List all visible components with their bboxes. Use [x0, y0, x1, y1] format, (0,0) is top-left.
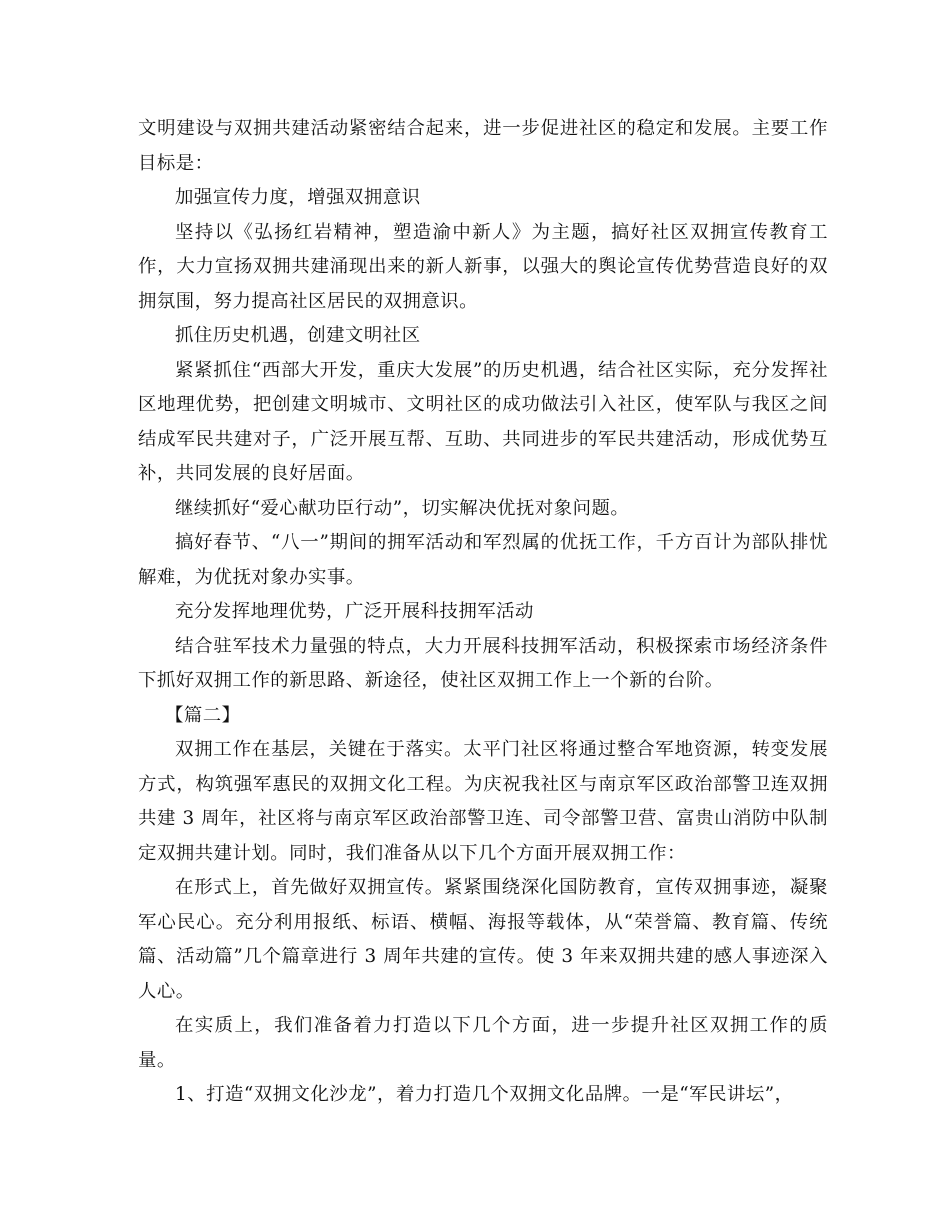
paragraph-civilized-community: 紧紧抓住“西部大开发，重庆大发展”的历史机遇，结合社区实际，充分发挥社区地理优势，把创建文明城市、文明社区的成功做法引入社区，使军队与我区之间结成军民共建对子，广泛开展互帮、互助、共同进步的军民共建活动，形成优势互补，共同发展的良好居面。 [138, 359, 828, 484]
section-title-part-two: 【篇二】 [165, 704, 241, 726]
paragraph-publicity: 坚持以《弘扬红岩精神，塑造渝中新人》为主题，搞好社区双拥宣传教育工作，大力宣扬双拥共建涌现出来的新人新事，以强大的舆论宣传优势营造良好的双拥氛围，努力提高社区居民的双拥意识。 [138, 221, 828, 312]
paragraph-intro: 文明建设与双拥共建活动紧密结合起来，进一步促进社区的稳定和发展。主要工作目标是： [138, 118, 828, 174]
heading-civilized-community: 抓住历史机遇，创建文明社区 [175, 325, 421, 346]
paragraph-salon: 1、打造“双拥文化沙龙”，着力打造几个双拥文化品牌。一是“军民讲坛”， [175, 1084, 794, 1105]
paragraph-form: 在形式上，首先做好双拥宣传。紧紧围绕深化国防教育，宣传双拥事迹，凝聚军心民心。充分利用报纸、标语、横幅、海报等载体，从“荣誉篇、教育篇、传统篇、活动篇”几个篇章进行 3 周年共建的宣传。使 3 年来双拥共建的感人事迹深入人心。 [138, 877, 828, 1002]
heading-tech-support: 充分发挥地理优势，广泛开展科技拥军活动 [175, 601, 534, 622]
heading-publicity: 加强宣传力度，增强双拥意识 [175, 187, 421, 208]
paragraph-caring-action: 搞好春节、“八一”期间的拥军活动和军烈属的优抚工作，千方百计为部队排忧解难，为优抚对象办实事。 [138, 532, 828, 588]
paragraph-grassroots: 双拥工作在基层，关键在于落实。太平门社区将通过整合军地资源，转变发展方式，构筑强军惠民的双拥文化工程。为庆祝我社区与南京军区政治部警卫连双拥共建 3 周年，社区将与南京军区政治部警卫连、司令部警卫营、富贵山消防中队制定双拥共建计划。同时，我们准备从以下几个方面开展双拥工作： [138, 739, 828, 864]
heading-caring-action: 继续抓好“爱心献功臣行动”，切实解决优抚对象问题。 [175, 497, 630, 519]
paragraph-substance: 在实质上，我们准备着力打造以下几个方面，进一步提升社区双拥工作的质量。 [138, 1015, 828, 1071]
document-body [138, 112, 828, 1113]
paragraph-tech-support: 结合驻军技术力量强的特点，大力开展科技拥军活动，积极探索市场经济条件下抓好双拥工作的新思路、新途径，使社区双拥工作上一个新的台阶。 [138, 635, 828, 691]
